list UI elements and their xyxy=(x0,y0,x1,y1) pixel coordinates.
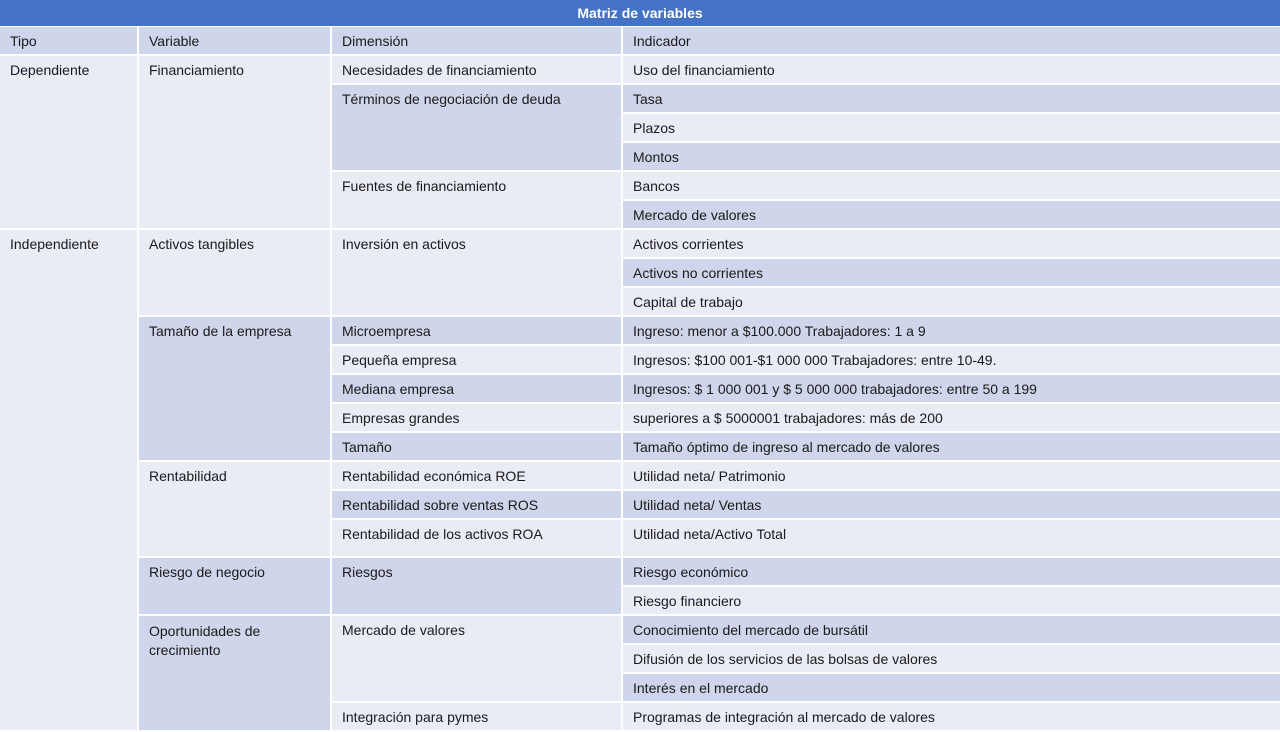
indicador-cell: Difusión de los servicios de las bolsas de valores xyxy=(623,645,1280,674)
variable-cell: Riesgo de negocio xyxy=(139,558,332,616)
indicador-cell: Utilidad neta/Activo Total xyxy=(623,520,1280,558)
variable-cell: Rentabilidad xyxy=(139,462,332,558)
dimension-cell: Inversión en activos xyxy=(332,230,623,317)
table-row xyxy=(0,317,1280,346)
dimension-cell: Rentabilidad económica ROE xyxy=(332,462,623,491)
indicador-cell: Ingresos: $100 001-$1 000 000 Trabajadores: entre 10-49. xyxy=(623,346,1280,375)
table-row xyxy=(0,616,1280,645)
dimension-cell: Rentabilidad sobre ventas ROS xyxy=(332,491,623,520)
dimension-cell: Términos de negociación de deuda xyxy=(332,85,623,172)
table-row xyxy=(0,462,1280,491)
table-title: Matriz de variables xyxy=(0,0,1280,26)
dimension-cell: Mercado de valores xyxy=(332,616,623,703)
dimension-cell: Microempresa xyxy=(332,317,623,346)
indicador-cell: Utilidad neta/ Patrimonio xyxy=(623,462,1280,491)
indicador-cell: Montos xyxy=(623,143,1280,172)
indicador-cell: Bancos xyxy=(623,172,1280,201)
dimension-cell: Pequeña empresa xyxy=(332,346,623,375)
indicador-cell: Uso del financiamiento xyxy=(623,56,1280,85)
header-tipo: Tipo xyxy=(0,27,139,56)
indicador-cell: Conocimiento del mercado de bursátil xyxy=(623,616,1280,645)
indicador-cell: Mercado de valores xyxy=(623,201,1280,230)
variable-cell: Financiamiento xyxy=(139,56,332,230)
indicador-cell: superiores a $ 5000001 trabajadores: más de 200 xyxy=(623,404,1280,433)
dimension-cell: Fuentes de financiamiento xyxy=(332,172,623,230)
indicador-cell: Activos no corrientes xyxy=(623,259,1280,288)
dimension-cell: Integración para pymes xyxy=(332,703,623,732)
indicador-cell: Capital de trabajo xyxy=(623,288,1280,317)
indicador-cell: Utilidad neta/ Ventas xyxy=(623,491,1280,520)
indicador-cell: Tasa xyxy=(623,85,1280,114)
header-variable: Variable xyxy=(139,27,332,56)
indicador-cell: Programas de integración al mercado de valores xyxy=(623,703,1280,732)
header-row xyxy=(0,27,1280,56)
table-row xyxy=(0,230,1280,259)
indicador-cell: Ingreso: menor a $100.000 Trabajadores: 1 a 9 xyxy=(623,317,1280,346)
variable-cell: Activos tangibles xyxy=(139,230,332,317)
indicador-cell: Interés en el mercado xyxy=(623,674,1280,703)
dimension-cell: Mediana empresa xyxy=(332,375,623,404)
variables-matrix-table xyxy=(0,27,1280,732)
variable-cell: Oportunidades de crecimiento xyxy=(139,616,332,732)
table-row xyxy=(0,558,1280,587)
tipo-cell: Dependiente xyxy=(0,56,139,230)
dimension-cell: Riesgos xyxy=(332,558,623,616)
header-indicador: Indicador xyxy=(623,27,1280,56)
indicador-cell: Plazos xyxy=(623,114,1280,143)
indicador-cell: Riesgo financiero xyxy=(623,587,1280,616)
indicador-cell: Activos corrientes xyxy=(623,230,1280,259)
tipo-cell: Independiente xyxy=(0,230,139,732)
indicador-cell: Ingresos: $ 1 000 001 y $ 5 000 000 trabajadores: entre 50 a 199 xyxy=(623,375,1280,404)
indicador-cell: Tamaño óptimo de ingreso al mercado de valores xyxy=(623,433,1280,462)
indicador-cell: Riesgo económico xyxy=(623,558,1280,587)
header-dimension: Dimensión xyxy=(332,27,623,56)
dimension-cell: Necesidades de financiamiento xyxy=(332,56,623,85)
variable-cell: Tamaño de la empresa xyxy=(139,317,332,462)
table-row xyxy=(0,56,1280,85)
dimension-cell: Rentabilidad de los activos ROA xyxy=(332,520,623,558)
dimension-cell: Tamaño xyxy=(332,433,623,462)
dimension-cell: Empresas grandes xyxy=(332,404,623,433)
